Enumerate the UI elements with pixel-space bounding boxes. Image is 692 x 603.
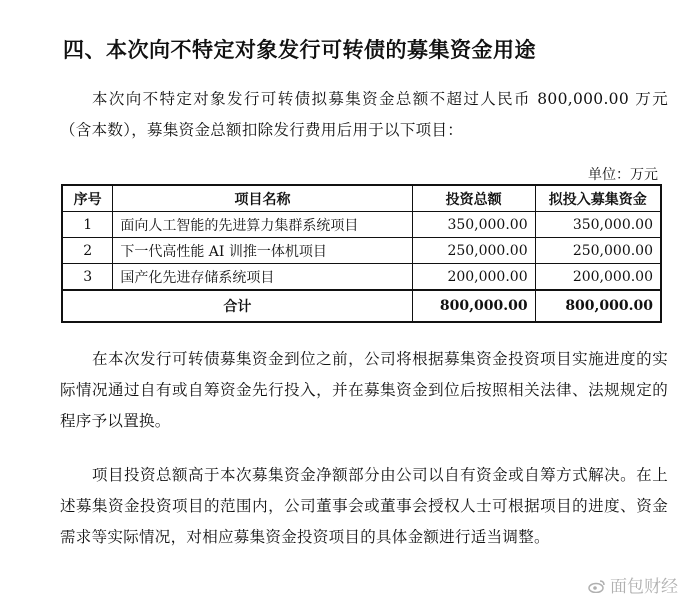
row-no: 1 bbox=[62, 212, 113, 238]
header-project-name: 项目名称 bbox=[113, 185, 412, 212]
table-header-row bbox=[62, 185, 661, 212]
header-no: 序号 bbox=[62, 185, 113, 212]
table-row bbox=[62, 264, 661, 291]
total-raised: 800,000.00 bbox=[535, 290, 661, 322]
total-label: 合计 bbox=[62, 290, 412, 322]
total-investment: 800,000.00 bbox=[412, 290, 535, 322]
row-no: 3 bbox=[62, 264, 113, 291]
row-raised: 350,000.00 bbox=[535, 212, 661, 238]
paragraph-bridging-funds: 在本次发行可转债募集资金到位之前，公司将根据募集资金投资项目实施进度的实际情况通过自有或自筹资金先行投入，并在募集资金到位后按照相关法律、法规规定的程序予以置换。 bbox=[60, 350, 668, 430]
row-project-name: 面向人工智能的先进算力集群系统项目 bbox=[113, 212, 412, 238]
project-table bbox=[61, 184, 662, 323]
row-project-name: 国产化先进存储系统项目 bbox=[113, 264, 412, 291]
paragraph-shortfall: 项目投资总额高于本次募集资金净额部分由公司以自有资金或自筹方式解决。在上述募集资金投资项目的范围内，公司董事会或董事会授权人士可根据项目的进度、资金需求等实际情况，对相应募集资金投资项目的具体金额进行适当调整。 bbox=[60, 466, 668, 546]
table-total-row bbox=[62, 290, 661, 322]
row-no: 2 bbox=[62, 238, 113, 264]
watermark-text: 面包财经 bbox=[610, 577, 678, 597]
section-heading: 四、本次向不特定对象发行可转债的募集资金用途 bbox=[63, 38, 536, 62]
row-project-name: 下一代高性能 AI 训推一体机项目 bbox=[113, 238, 412, 264]
intro-paragraph: 本次向不特定对象发行可转债拟募集资金总额不超过人民币 800,000.00 万元（含本数），募集资金总额扣除发行费用后用于以下项目： bbox=[60, 90, 668, 139]
table-row bbox=[62, 238, 661, 264]
unit-label: 单位：万元 bbox=[588, 167, 658, 183]
row-raised: 250,000.00 bbox=[535, 238, 661, 264]
header-raised-funds: 拟投入募集资金 bbox=[535, 185, 661, 212]
watermark bbox=[588, 572, 678, 597]
row-total: 200,000.00 bbox=[412, 264, 535, 291]
table-row bbox=[62, 212, 661, 238]
header-total-investment: 投资总额 bbox=[412, 185, 535, 212]
weibo-logo-icon bbox=[588, 578, 606, 592]
row-total: 250,000.00 bbox=[412, 238, 535, 264]
row-total: 350,000.00 bbox=[412, 212, 535, 238]
row-raised: 200,000.00 bbox=[535, 264, 661, 291]
